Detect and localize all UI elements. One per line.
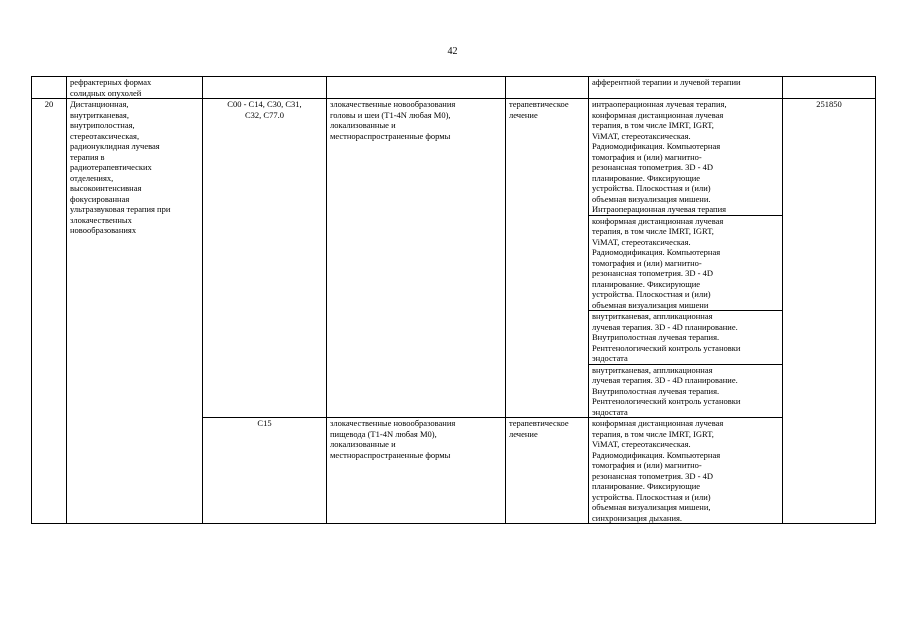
patient-model-cell: злокачественные новообразования пищевода (T1-4N любая M0), локализованные и местнораспространенные формы (327, 418, 506, 524)
cont-number-cell (32, 77, 67, 99)
continuation-row (32, 77, 876, 99)
treatment-type-cell: терапевтическое лечение (506, 418, 589, 524)
icd-codes-cell: C15 (203, 418, 327, 524)
treatment-method-cell: интраоперационная лучевая терапия, конформная дистанционная лучевая терапия, в том числе IMRT, IGRT, ViMAT, стереотаксическая. Радиомодификация. Компьютерная томография и (или) магнитно- резонансная топометрия. 3D - 4D планирование. Фиксирующие устройства. Плоскостная и (или) объемная визуализация мишени. Интраоперационная лучевая терапия (589, 99, 783, 216)
cont-price-cell (783, 77, 876, 99)
cont-method-cell: рефрактерных формах солидных опухолей (67, 77, 203, 99)
treatment-method-cell: внутритканевая, аппликационная лучевая терапия. 3D - 4D планирование. Внутриполостная лучевая терапия. Рентгенологический контроль установки эндостата (589, 364, 783, 418)
cont-treatment-cell: афферентной терапии и лучевой терапии (589, 77, 783, 99)
page-number: 42 (447, 46, 458, 57)
row-number-cell: 20 (32, 99, 67, 524)
medical-care-table (31, 76, 876, 524)
cont-type-cell (506, 77, 589, 99)
method-cell: Дистанционная, внутритканевая, внутриполостная, стереотаксическая, радионуклидная лучевая терапия в радиотерапевтических отделениях, высокоинтенсивная фокусированная ультразвуковая терапия при злокачественных новообразованиях (67, 99, 203, 524)
patient-model-cell: злокачественные новообразования головы и шеи (T1-4N любая M0), локализованные и местнораспространенные формы (327, 99, 506, 418)
treatment-method-cell: конформная дистанционная лучевая терапия, в том числе IMRT, IGRT, ViMAT, стереотаксическая. Радиомодификация. Компьютерная томография и (или) магнитно- резонансная топометрия. 3D - 4D планирование. Фиксирующие устройства. Плоскостная и (или) объемная визуализация мишени, синхронизация дыхания. (589, 418, 783, 524)
treatment-method-cell: конформная дистанционная лучевая терапия, в том числе IMRT, IGRT, ViMAT, стереотаксическая. Радиомодификация. Компьютерная томография и (или) магнитно- резонансная топометрия. 3D - 4D планирование. Фиксирующие устройства. Плоскостная и (или) объемная визуализация мишени (589, 215, 783, 311)
price-cell: 251850 (783, 99, 876, 524)
treatment-type-cell: терапевтическое лечение (506, 99, 589, 418)
icd-codes-cell: C00 - C14, C30, C31, C32, C77.0 (203, 99, 327, 418)
treatment-method-cell: внутритканевая, аппликационная лучевая терапия. 3D - 4D планирование. Внутриполостная лучевая терапия. Рентгенологический контроль установки эндостата (589, 311, 783, 365)
cont-model-cell (327, 77, 506, 99)
cont-codes-cell (203, 77, 327, 99)
table-row (32, 99, 876, 216)
